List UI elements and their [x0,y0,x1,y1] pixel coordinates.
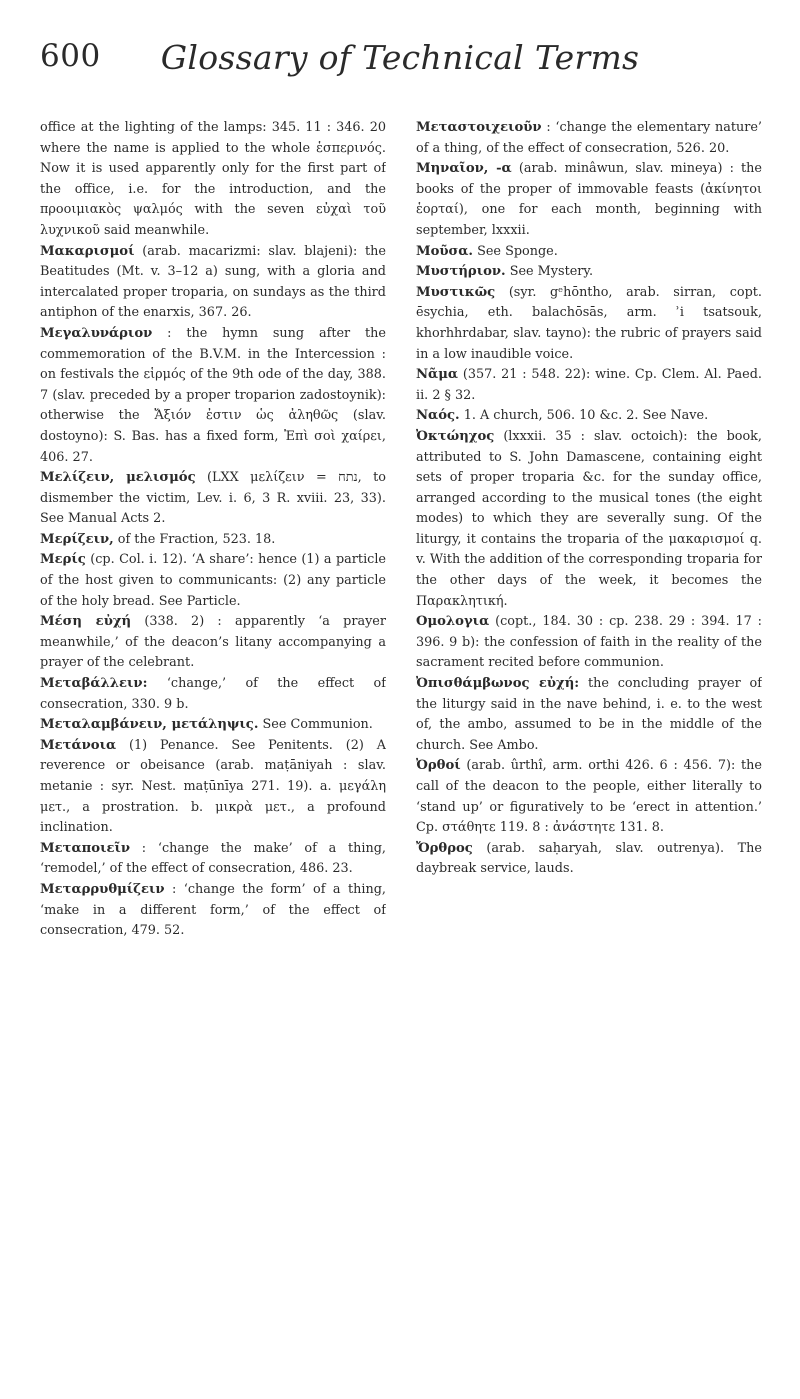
entry-text: : the hymn sung after the commemoration of the B.V.M. in the Intercession : on festivals the εἱρμός of the 9th ode of the day, 388. 7 (slav. preceded by a proper troparion zadostoynik): otherwise the Ἄξιόν ἐστιν ὡς ἀληθῶς (slav. dostoyno): S. Bas. has a fixed form, Ἐπὶ σοὶ χαίρει, 406. 27. [40,325,386,465]
entry-text: : ‘change the make’ of a thing, ‘remodel,’ of the effect of consecration, 486. 23. [40,840,386,877]
entry-headword: Μέση εὐχή [40,614,132,630]
running-head: Glossary of Technical Terms [160,38,640,77]
entry-headword: Μετάνοια [40,737,117,753]
glossary-entry [40,550,386,612]
glossary-entry [416,839,762,880]
entry-text: office at the lighting of the lamps: 345. 11 : 346. 20 where the name is applied to the whole ἑσπερινός. Now it is used apparently only for the first part of the office, i.e. for the introduction, and the προοιμιακὸς ψαλμός with the seven εὐχαὶ τοῦ λυχνικοῦ said meanwhile. [40,120,386,238]
entry-text: (338. 2) : apparently ‘a prayer meanwhile,’ of the deacon’s litany accompanying a prayer of the celebrant. [40,614,386,671]
entry-text: (arab. ûrthî, arm. orthi 426. 6 : 456. 7): the call of the deacon to the people, either literally to ‘stand up’ or figuratively to be ‘erect in attention.’ Cp. στάθητε 119. 8 : ἀνάστητε 131. 8. [416,758,762,836]
entry-text: (lxxxii. 35 : slav. octoich): the book, attributed to S. John Damascene, containing eight sets of proper troparia &c. for the sunday office, arranged according to the musical tones (the eight modes) to which they are severally sung. Of the liturgy, it contains the troparia of the μακαρισμοί q. v. With the addition of the corresponding troparia for the other days of the week, it becomes the Παρακλητική. [416,428,762,609]
left-column [40,118,386,1388]
entry-headword: Μοῦσα. [416,243,474,259]
glossary-entry [40,715,386,736]
entry-headword: Ὀκτώηχος [416,428,495,444]
glossary-entry [416,427,762,612]
glossary-entry [416,242,762,263]
entry-text: (cp. Col. i. 12). ‘A share’: hence (1) a particle of the host given to communicants: (2) any particle of the holy bread. See Particle. [40,552,386,609]
glossary-columns [40,118,762,1388]
entry-headword: Μυστικῶς [416,284,496,300]
entry-headword: Μηναῖον, -α [416,161,512,177]
entry-text: (arab. macarizmi: slav. blajeni): the Beatitudes (Mt. v. 3–12 a) sung, with a gloria and intercalated proper troparia, on sundays as the third antiphon of the enarxis, 367. 26. [40,243,386,321]
glossary-entry [40,468,386,530]
entry-text: See Sponge. [477,243,558,259]
entry-headword: Ὄρθρος [416,840,473,856]
entry-headword: Μεταβάλλειν: [40,676,148,692]
glossary-entry [40,736,386,839]
glossary-entry [40,674,386,715]
entry-headword: Ομολογια [416,614,490,630]
entry-headword: Νᾶμα [416,367,459,383]
glossary-entry [416,612,762,674]
entry-headword: Μυστήριον. [416,264,506,280]
glossary-entry [416,756,762,838]
entry-headword: Μεταποιεῖν [40,840,131,856]
entry-headword: Ὀπισθάμβωνος εὐχή: [416,676,580,692]
entry-text: (syr. gᵉhōntho, arab. sirran, copt. ēsychia, eth. balachōsās, arm. ʾi tsatsouk, khorhhrdabar, slav. tayno): the rubric of prayers said in a low inaudible voice. [416,284,762,362]
entry-text: See Communion. [262,717,373,733]
entry-text: : ‘change the form’ of a thing, ‘make in a different form,’ of the effect of consecration, 479. 52. [40,881,386,939]
glossary-entry [416,406,762,427]
entry-headword: Μακαρισμοί [40,243,135,259]
entry-text: (LXX μελίζειν = נתח, to dismember the victim, Lev. i. 6, 3 R. xviii. 23, 33). See Manual Acts 2. [40,470,386,527]
glossary-entry [40,118,386,242]
glossary-entry [416,365,762,406]
glossary-entry [40,530,386,551]
entry-text: 1. A church, 506. 10 &c. 2. See Nave. [463,408,709,424]
entry-headword: Μελίζειν, μελισμός [40,470,196,486]
glossary-entry [40,612,386,674]
entry-headword: Ὀρθοί [416,758,461,774]
entry-text: (copt., 184. 30 : cp. 238. 29 : 394. 17 : 396. 9 b): the confession of faith in the reality of the sacrament recited before communion. [416,614,762,671]
entry-headword: Ναός. [416,408,460,424]
page-number: 600 [40,38,101,74]
entry-text: : ‘change the elementary nature’ of a thing, of the effect of consecration, 526. 20. [416,120,762,156]
right-column [416,118,762,1388]
entry-headword: Μεταστοιχειοῦν [416,120,542,135]
glossary-entry [416,283,762,365]
entry-text: the concluding prayer of the liturgy said in the nave behind, i. e. to the west of, the ambo, assumed to be in the middle of the church. See Ambo. [416,676,762,753]
glossary-entry [40,324,386,468]
entry-text: of the Fraction, 523. 18. [117,531,276,547]
glossary-entry [416,159,762,241]
glossary-entry [416,118,762,159]
glossary-entry [416,262,762,283]
page-header [40,38,760,98]
entry-headword: Μεταλαμβάνειν, μετάληψις. [40,717,259,733]
entry-text: (arab. minâwun, slav. mineya) : the books of the proper of immovable feasts (ἀκίνητοι ἑορταί), one for each month, beginning with september, lxxxii. [416,161,762,238]
glossary-entry [416,674,762,756]
glossary-entry [40,839,386,880]
entry-headword: Μεγαλυνάριον [40,325,153,341]
entry-text: (1) Penance. See Penitents. (2) A reverence or obeisance (arab. maṭāniyah : slav. metanie : syr. Nest. maṭūnīya 271. 19). a. μεγάλη μετ., a prostration. b. μικρὰ μετ., a profound inclination. [40,737,386,836]
entry-text: (arab. saḥaryah, slav. outrenya). The daybreak service, lauds. [416,840,762,877]
entry-headword: Μεταρρυθμίζειν [40,881,165,897]
entry-text: ‘change,’ of the effect of consecration, 330. 9 b. [40,676,386,712]
entry-headword: Μερίς [40,552,86,568]
entry-text: (357. 21 : 548. 22): wine. Cp. Clem. Al. Paed. ii. 2 § 32. [416,367,762,403]
glossary-entry [40,880,386,942]
glossary-entry [40,242,386,324]
entry-headword: Μερίζειν, [40,531,114,547]
entry-text: See Mystery. [509,264,594,280]
